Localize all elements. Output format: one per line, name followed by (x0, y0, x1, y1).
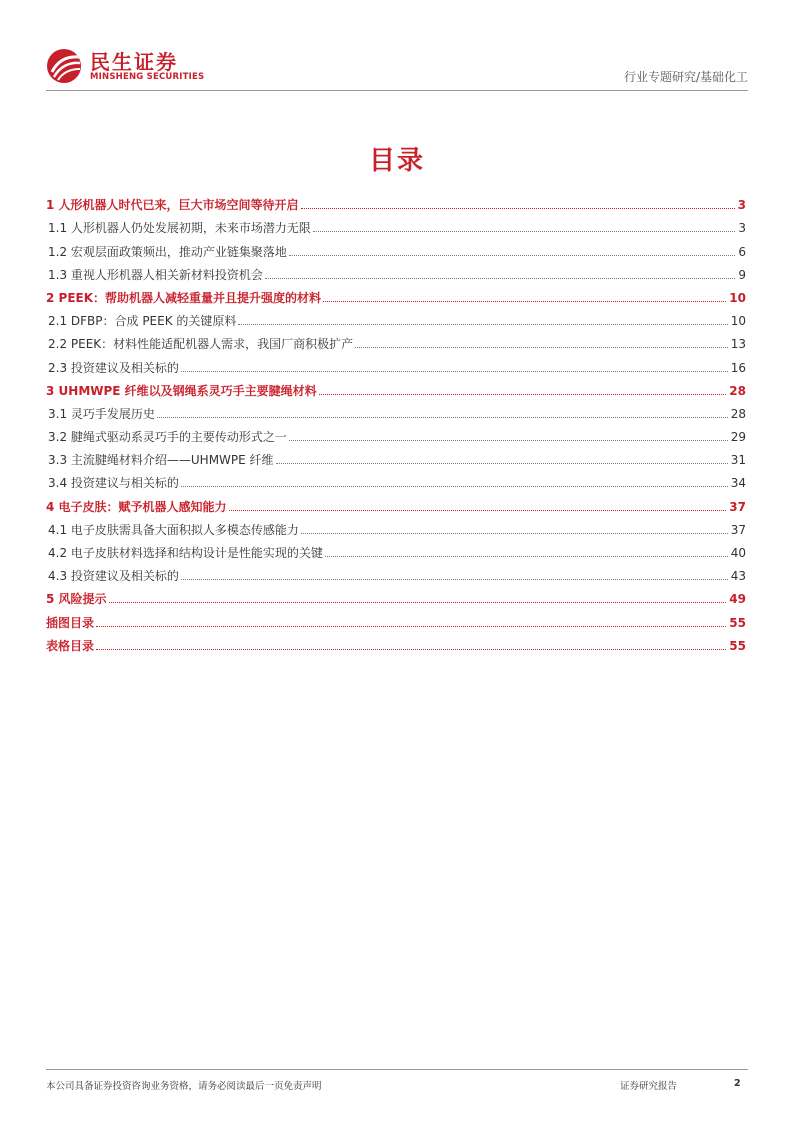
toc-dot-leader (355, 347, 728, 348)
toc-section-entry[interactable] (46, 306, 746, 329)
toc-entry-label: 3.4 投资建议与相关标的 (48, 476, 179, 491)
toc-dot-leader (325, 556, 728, 557)
toc-entry-label: 1.1 人形机器人仍处发展初期，未来市场潜力无限 (48, 221, 311, 236)
toc-dot-leader (96, 626, 726, 627)
toc-entry-label: 3.1 灵巧手发展历史 (48, 406, 155, 421)
toc-entry-page: 34 (730, 476, 746, 491)
toc-entry-label: 1.2 宏观层面政策频出，推动产业链集聚落地 (48, 244, 287, 259)
toc-entry-page: 13 (730, 337, 746, 352)
toc-dot-leader (323, 301, 726, 302)
toc-entry-label: 3.2 腱绳式驱动系灵巧手的主要传动形式之一 (48, 430, 287, 445)
toc-entry-page: 6 (738, 244, 746, 259)
toc-section-entry[interactable] (46, 329, 746, 352)
toc-title: 目录 (368, 146, 425, 176)
toc-entry-label: 4.2 电子皮肤材料选择和结构设计是性能实现的关键 (48, 546, 323, 560)
toc-entry-label: 表格目录 (46, 638, 95, 653)
logo-chinese-name: 民生证券 (90, 50, 178, 74)
toc-chapter-entry[interactable] (46, 491, 746, 514)
toc-entry-label: 4 电子皮肤：赋予机器人感知能力 (46, 499, 227, 514)
toc-entry-label: 4.3 投资建议及相关标的 (48, 569, 179, 584)
toc-section-entry[interactable] (46, 538, 746, 561)
toc-dot-leader (301, 208, 735, 209)
toc-entry-page: 43 (730, 569, 746, 584)
toc-dot-leader (238, 324, 727, 325)
toc-dot-leader (319, 394, 727, 395)
toc-entry-label: 2.3 投资建议及相关标的 (48, 360, 179, 375)
page-number: 2 (734, 1078, 741, 1089)
toc-section-entry[interactable] (46, 213, 746, 236)
toc-entry-page: 10 (730, 314, 746, 329)
header-divider (46, 90, 748, 91)
toc-entry-page: 55 (729, 638, 746, 653)
footer-disclaimer: 本公司具备证券投资咨询业务资格，请务必阅读最后一页免责声明 (46, 1081, 322, 1092)
toc-dot-leader (289, 440, 728, 441)
toc-dot-leader (301, 533, 728, 534)
toc-section-entry[interactable] (46, 515, 746, 538)
toc-entry-label: 2.1 DFBP：合成 PEEK 的关键原料 (48, 314, 237, 329)
toc-chapter-entry[interactable] (46, 584, 746, 607)
toc-dot-leader (276, 463, 728, 464)
toc-section-entry[interactable] (46, 260, 746, 283)
toc-dot-leader (265, 278, 735, 279)
toc-chapter-entry[interactable] (46, 376, 746, 399)
toc-entry-page: 3 (738, 221, 746, 236)
toc-entry-page: 37 (729, 499, 746, 514)
table-of-contents (46, 190, 746, 654)
toc-entry-page: 37 (730, 522, 746, 537)
toc-section-entry[interactable] (46, 445, 746, 468)
toc-section-entry[interactable] (46, 468, 746, 491)
toc-chapter-entry[interactable] (46, 607, 746, 630)
toc-entry-page: 28 (729, 383, 746, 398)
toc-dot-leader (157, 417, 728, 418)
footer-divider (46, 1069, 748, 1070)
toc-entry-page: 9 (738, 267, 746, 282)
toc-entry-page: 49 (729, 592, 746, 607)
toc-entry-page: 55 (729, 615, 746, 630)
report-category: 行业专题研究/基础化工 (623, 70, 748, 84)
toc-chapter-entry[interactable] (46, 283, 746, 306)
toc-entry-label: 1 人形机器人时代已来，巨大市场空间等待开启 (46, 198, 299, 213)
toc-entry-page: 3 (737, 198, 746, 213)
toc-entry-page: 40 (730, 546, 746, 560)
toc-entry-page: 10 (729, 290, 746, 305)
toc-dot-leader (313, 231, 735, 232)
toc-entry-label: 2.2 PEEK：材料性能适配机器人需求，我国厂商积极扩产 (48, 337, 354, 352)
minsheng-logo-icon (46, 48, 84, 84)
toc-entry-page: 31 (730, 453, 746, 468)
toc-chapter-entry[interactable] (46, 631, 746, 654)
toc-dot-leader (96, 649, 726, 650)
toc-entry-page: 16 (730, 360, 746, 375)
toc-dot-leader (109, 602, 727, 603)
toc-entry-page: 29 (730, 430, 746, 445)
toc-section-entry[interactable] (46, 561, 746, 584)
toc-entry-label: 插图目录 (46, 615, 95, 630)
company-logo (46, 42, 206, 88)
toc-dot-leader (229, 510, 727, 511)
toc-entry-label: 2 PEEK：帮助机器人减轻重量并且提升强度的材料 (46, 290, 322, 305)
toc-entry-label: 1.3 重视人形机器人相关新材料投资机会 (48, 267, 263, 282)
toc-chapter-entry[interactable] (46, 190, 746, 213)
toc-entry-label: 3.3 主流腱绳材料介绍——UHMWPE 纤维 (48, 453, 274, 468)
toc-dot-leader (181, 579, 728, 580)
toc-entry-label: 5 风险提示 (46, 592, 107, 607)
footer-report-type: 证券研究报告 (620, 1081, 678, 1092)
logo-english-name: MINSHENG SECURITIES (90, 72, 205, 82)
toc-entry-label: 4.1 电子皮肤需具备大面积拟人多模态传感能力 (48, 522, 299, 537)
toc-entry-page: 28 (730, 406, 746, 421)
toc-section-entry[interactable] (46, 236, 746, 259)
toc-dot-leader (181, 371, 728, 372)
toc-entry-label: 3 UHMWPE 纤维以及钢绳系灵巧手主要腱绳材料 (46, 383, 317, 398)
toc-dot-leader (289, 255, 735, 256)
toc-dot-leader (181, 486, 728, 487)
toc-section-entry[interactable] (46, 352, 746, 375)
toc-section-entry[interactable] (46, 399, 746, 422)
page-header (46, 42, 748, 92)
toc-section-entry[interactable] (46, 422, 746, 445)
